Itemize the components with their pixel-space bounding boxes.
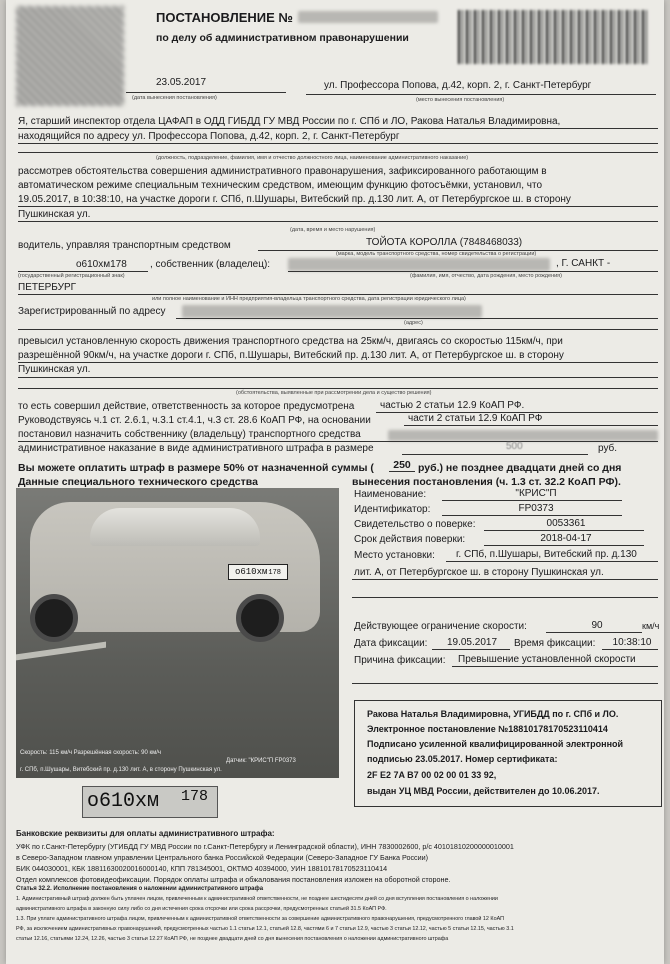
fine-currency: руб. [598, 443, 618, 454]
resolution-line-1a: то есть совершил действие, ответственность за которое предусмотрена [18, 401, 355, 412]
verification-label: Срок действия поверки: [354, 534, 466, 545]
bank-line-9: РФ, за исключением административных правонарушений, предусмотренных частью 1.1 статьи 12.1, статьей 12.8, частями 6 и 7 статьи 12.9, частью 3 статьи 12.12, частью 5 статьи 12.15, частью 3.1 [16, 926, 514, 932]
inn-caption: или полное наименование и ИНН предприятия-владельца транспортного средства, дата регистрации юридического лица) [152, 296, 466, 302]
vehicle-model: ТОЙОТА КОРОЛЛА (7848468033) [366, 237, 523, 248]
fix-time-label: Время фиксации: [514, 638, 596, 649]
violation-caption: (обстоятельства, выявленные при рассмотрении дела и существо решения) [236, 390, 432, 396]
vehicle-caption: (марка, модель транспортного средства, номер свидетельства о регистрации) [336, 251, 537, 257]
device-id-value: FP0373 [518, 503, 554, 514]
plate-number: о610хм178 [76, 259, 127, 270]
signature-line-5: 2F E2 7A B7 00 02 00 01 33 92, [367, 770, 497, 780]
owner-label: , собственник (владелец): [150, 259, 271, 270]
owner-city: , Г. САНКТ - [556, 258, 611, 269]
location-value-2: лит. А, от Петербургское ш. в сторону Пушкинская ул. [354, 567, 604, 578]
bank-line-5: Статья 32.2. Исполнение постановления о наложении административного штрафа [16, 886, 264, 892]
resolution-line-3: постановил назначить собственнику (владельцу) транспортного средства [18, 429, 361, 440]
device-id-label: Идентификатор: [354, 504, 431, 515]
bank-line-3: БИК 044030001, КБК 18811630020016000140, КПП 781345001, ОКТМО 40394000, УИН 18810178170523110414 [16, 864, 388, 873]
inspector-line-2: находящийся по адресу ул. Профессора Попова, д.42, корп. 2, г. Санкт-Петербург [18, 131, 400, 142]
signature-line-4: подписью 23.05.2017. Номер сертификата: [367, 754, 558, 764]
discount-text-b: руб.) не позднее двадцати дней со дня [418, 462, 622, 474]
violation-line-3: Пушкинская ул. [18, 364, 91, 375]
bank-line-8: 1.3. При уплате административного штрафа лицом, привлеченным к административной ответственности за совершение административного правонарушения, предусмотренного главой 12 КоАП [16, 916, 504, 922]
redacted-number [298, 11, 438, 23]
redacted-barcode [458, 10, 648, 64]
device-name-label: Наименование: [354, 489, 427, 500]
resolution-line-4: административное наказание в виде административного штрафа в размере [18, 443, 374, 454]
photo-overlay-3: Датчик: "КРИС"П FP0373 [226, 758, 296, 764]
violation-line-1: превысил установленную скорость движения транспортного средства на 25км/ч, двигаясь со скоростью 115км/ч, при [18, 336, 563, 347]
signature-line-2: Электронное постановление №18810178170523110414 [367, 724, 608, 734]
bank-line-10: статьи 12.16, статьями 12.24, 12.26, частью 3 статьи 12.27 КоАП РФ, не позднее двадцати дней со дня вынесения постановления о наложении административного штрафа [16, 936, 449, 942]
bank-line-4: Отдел комплексов фотовидеофиксации. Порядок оплаты штрафа и обжалования постановления изложен на оборотной стороне. [16, 875, 451, 884]
bank-line-2: в Северо-Западном главном управлении Центрального банка Российской Федерации (Северо-Западное ГУ Банка России) [16, 853, 429, 862]
owner-caption: (фамилия, имя, отчество, дата рождения, место рождения) [410, 273, 562, 279]
document-subtitle: по делу об административном правонарушении [156, 32, 409, 44]
fix-date-value: 19.05.2017 [446, 637, 498, 648]
bank-header: Банковские реквизиты для оплаты административного штрафа: [16, 829, 275, 838]
resolution-line-1b: частью 2 статьи 12.9 КоАП РФ. [380, 400, 525, 411]
fix-date-label: Дата фиксации: [354, 638, 428, 649]
circumstances-line-1: рассмотрев обстоятельства совершения административного правонарушения, зафиксированного работающим в [18, 166, 547, 177]
plate-caption: (государственный регистрационный знак) [18, 273, 125, 279]
owner-city-2: ПЕТЕРБУРГ [18, 282, 77, 293]
resolution-line-2a: Руководствуясь ч.1 ст. 2.6.1, ч.3.1 ст.4.1, ч.3 ст. 28.6 КоАП РФ, на основании [18, 415, 371, 426]
issue-date: 23.05.2017 [156, 77, 207, 88]
zoomed-plate: о610хм 178 [82, 786, 218, 818]
signature-box [354, 700, 662, 807]
device-name-value: "КРИС"П [515, 488, 557, 499]
circumstances-caption: (дата, время и место нарушения) [290, 227, 376, 233]
resolution-line-2b: части 2 статьи 12.9 КоАП РФ [408, 413, 543, 424]
discount-amount: 250 [389, 459, 415, 472]
photo-overlay-1: Скорость: 115 км/ч Разрешённая скорость: 90 км/ч [20, 750, 162, 756]
issue-place-caption: (место вынесения постановления) [416, 97, 505, 103]
circumstances-line-3: 19.05.2017, в 10:38:10, на участке дороги г. СПб, п.Шушары, Витебский пр. д.130 лит. А, от Петербургское ш. в сторону [18, 194, 571, 205]
location-value-1: г. СПб, п.Шушары, Витебский пр. д.130 [456, 549, 637, 560]
fine-amount: 500 [506, 441, 523, 452]
bank-line-1: УФК по г.Санкт-Петербургу (УГИБДД ГУ МВД России по г.Санкт-Петербургу и Ленинградской области), ИНН 7830002600, р/с 40101810200000010001 [16, 842, 514, 851]
inspector-caption: (должность, подразделение, фамилия, имя и отчество должностного лица, наименование административного наказание) [156, 155, 469, 161]
signature-line-6: выдан УЦ МВД России, действителен до 10.06.2017. [367, 786, 600, 796]
circumstances-line-2: автоматическом режиме специальным техническим средством, имеющим функцию фотосъёмки, установил, что [18, 180, 543, 191]
device-header: Данные специального технического средства [18, 476, 258, 488]
redacted-qr-code [16, 6, 124, 106]
discount-text-c: вынесения постановления (ч. 1.3 ст. 32.2 КоАП РФ). [352, 476, 621, 488]
inspector-line-1: Я, старший инспектор отдела ЦАФАП в ОДД ГИБДД ГУ МВД России по г. СПб и ЛО, Ракова Наталья Владимировна, [18, 116, 561, 127]
violation-line-2: разрешённой 90км/ч, на участке дороги г. СПб, п.Шушары, Витебский пр. д.130 лит. А, от Петербургское ш. в сторону [18, 350, 564, 361]
document-title: ПОСТАНОВЛЕНИЕ № [156, 10, 293, 25]
reason-label: Причина фиксации: [354, 655, 446, 666]
address-caption: (адрес) [404, 320, 423, 326]
discount-text-a: Вы можете оплатить штраф в размере 50% от назначенной суммы ( [18, 462, 374, 474]
issue-place: ул. Профессора Попова, д.42, корп. 2, г. Санкт-Петербург [324, 80, 592, 91]
bank-line-7: административного штрафа в законную силу либо со дня истечения срока отсрочки или срока рассрочки, предусмотренных статьей 31.5 КоАП РФ. [16, 906, 387, 912]
speed-limit-label: Действующее ограничение скорости: [354, 621, 527, 632]
signature-line-1: Ракова Наталья Владимировна, УГИБДД по г. СПб и ЛО. [367, 709, 619, 719]
document-page [6, 0, 664, 964]
verification-value: 2018-04-17 [540, 533, 592, 544]
redacted-owner-2 [388, 430, 658, 441]
redacted-owner [288, 258, 550, 271]
photo-overlay-2: г. СПб, п.Шушары, Витебский пр. д.130 лит. А, в сторону Пушкинская ул. [20, 767, 222, 773]
violation-photo [16, 488, 339, 778]
registered-label: Зарегистрированный по адресу [18, 306, 166, 317]
fix-time-value: 10:38:10 [612, 637, 652, 648]
driver-label: водитель, управляя транспортным средством [18, 240, 231, 251]
car-plate: о610хм178 [228, 564, 288, 580]
redacted-address [182, 305, 482, 318]
certificate-label: Свидетельство о поверке: [354, 519, 476, 530]
speed-limit-value: 90 [591, 620, 603, 631]
speed-unit: км/ч [642, 621, 660, 631]
certificate-value: 0053361 [546, 518, 586, 529]
signature-line-3: Подписано усиленной квалифицированной электронной [367, 739, 624, 749]
issue-date-caption: (дата вынесения постановления) [132, 95, 217, 101]
reason-value: Превышение установленной скорости [458, 654, 636, 665]
circumstances-line-4: Пушкинская ул. [18, 209, 91, 220]
location-label: Место установки: [354, 550, 435, 561]
bank-line-6: 1. Административный штраф должен быть уплачен лицом, привлеченным к административной ответственности, не позднее шестидесяти дней со дня вступления постановления о наложении [16, 896, 498, 902]
